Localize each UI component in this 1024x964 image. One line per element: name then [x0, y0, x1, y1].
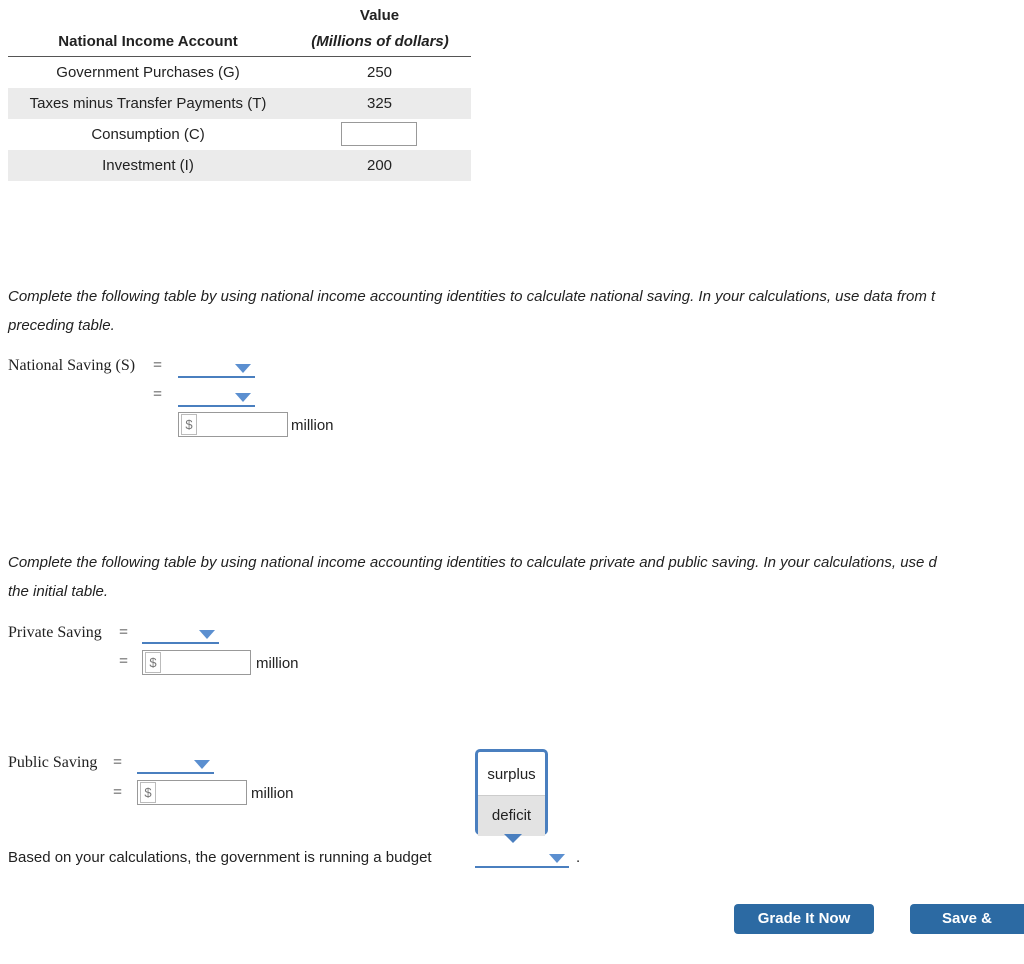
budget-options-popup — [475, 749, 548, 835]
sentence-period: . — [576, 849, 581, 866]
dollar-sign: $ — [145, 652, 161, 673]
popup-pointer — [504, 834, 522, 843]
row-value: 325 — [366, 95, 393, 112]
instruction-national-line1: Complete the following table by using national income accounting identities to calculate national saving. In your calculations, use data from t — [8, 288, 936, 305]
equals-sign: = — [153, 386, 163, 403]
national-saving-formula-dropdown[interactable] — [178, 360, 255, 378]
table-row — [8, 150, 471, 181]
chevron-down-icon — [549, 854, 565, 863]
instruction-national-line2: preceding table. — [8, 317, 115, 334]
dollar-sign: $ — [181, 414, 197, 435]
budget-sentence: Based on your calculations, the government is running a budget — [8, 849, 432, 866]
instruction-private-public-line2: the initial table. — [8, 583, 109, 600]
equals-sign: = — [113, 784, 123, 801]
chevron-down-icon — [194, 760, 210, 769]
grade-it-now-button[interactable]: Grade It Now — [734, 904, 874, 934]
budget-dropdown[interactable] — [475, 850, 569, 868]
row-label: Taxes minus Transfer Payments (T) — [29, 95, 267, 112]
private-saving-label: Private Saving — [8, 624, 102, 641]
unit-label: million — [256, 655, 299, 672]
instruction-private-public-line1: Complete the following table by using national income accounting identities to calculate private and public saving. In your calculations, use d — [8, 554, 937, 571]
public-saving-label: Public Saving — [8, 754, 98, 771]
option-deficit[interactable]: deficit — [478, 795, 545, 836]
chevron-down-icon — [235, 393, 251, 402]
equals-sign: = — [119, 624, 129, 641]
public-saving-input[interactable] — [137, 780, 247, 805]
table-row — [8, 57, 471, 88]
national-saving-input[interactable] — [178, 412, 288, 437]
table-row — [8, 119, 471, 150]
equals-sign: = — [113, 754, 123, 771]
table-row — [8, 88, 471, 119]
chevron-down-icon — [235, 364, 251, 373]
equals-sign: = — [153, 357, 163, 374]
account-header: National Income Account — [58, 33, 238, 50]
option-surplus[interactable]: surplus — [487, 766, 536, 783]
row-label: Government Purchases (G) — [56, 64, 240, 81]
row-label: Consumption (C) — [91, 126, 205, 143]
row-label: Investment (I) — [102, 157, 194, 174]
value-subheader: (Millions of dollars) — [311, 33, 449, 50]
private-saving-formula-dropdown[interactable] — [142, 626, 219, 644]
national-saving-values-dropdown[interactable] — [178, 389, 255, 407]
equals-sign: = — [119, 653, 129, 670]
chevron-down-icon — [199, 630, 215, 639]
save-continue-button[interactable]: Save & Continue — [910, 904, 1024, 934]
private-saving-input[interactable] — [142, 650, 251, 675]
public-saving-formula-dropdown[interactable] — [137, 756, 214, 774]
row-value: 250 — [366, 64, 393, 81]
row-value: 200 — [366, 157, 393, 174]
unit-label: million — [251, 785, 294, 802]
dollar-sign: $ — [140, 782, 156, 803]
value-header: Value — [359, 7, 400, 24]
unit-label: million — [291, 417, 334, 434]
national-saving-label: National Saving (S) — [8, 357, 136, 374]
consumption-input[interactable] — [341, 122, 417, 146]
